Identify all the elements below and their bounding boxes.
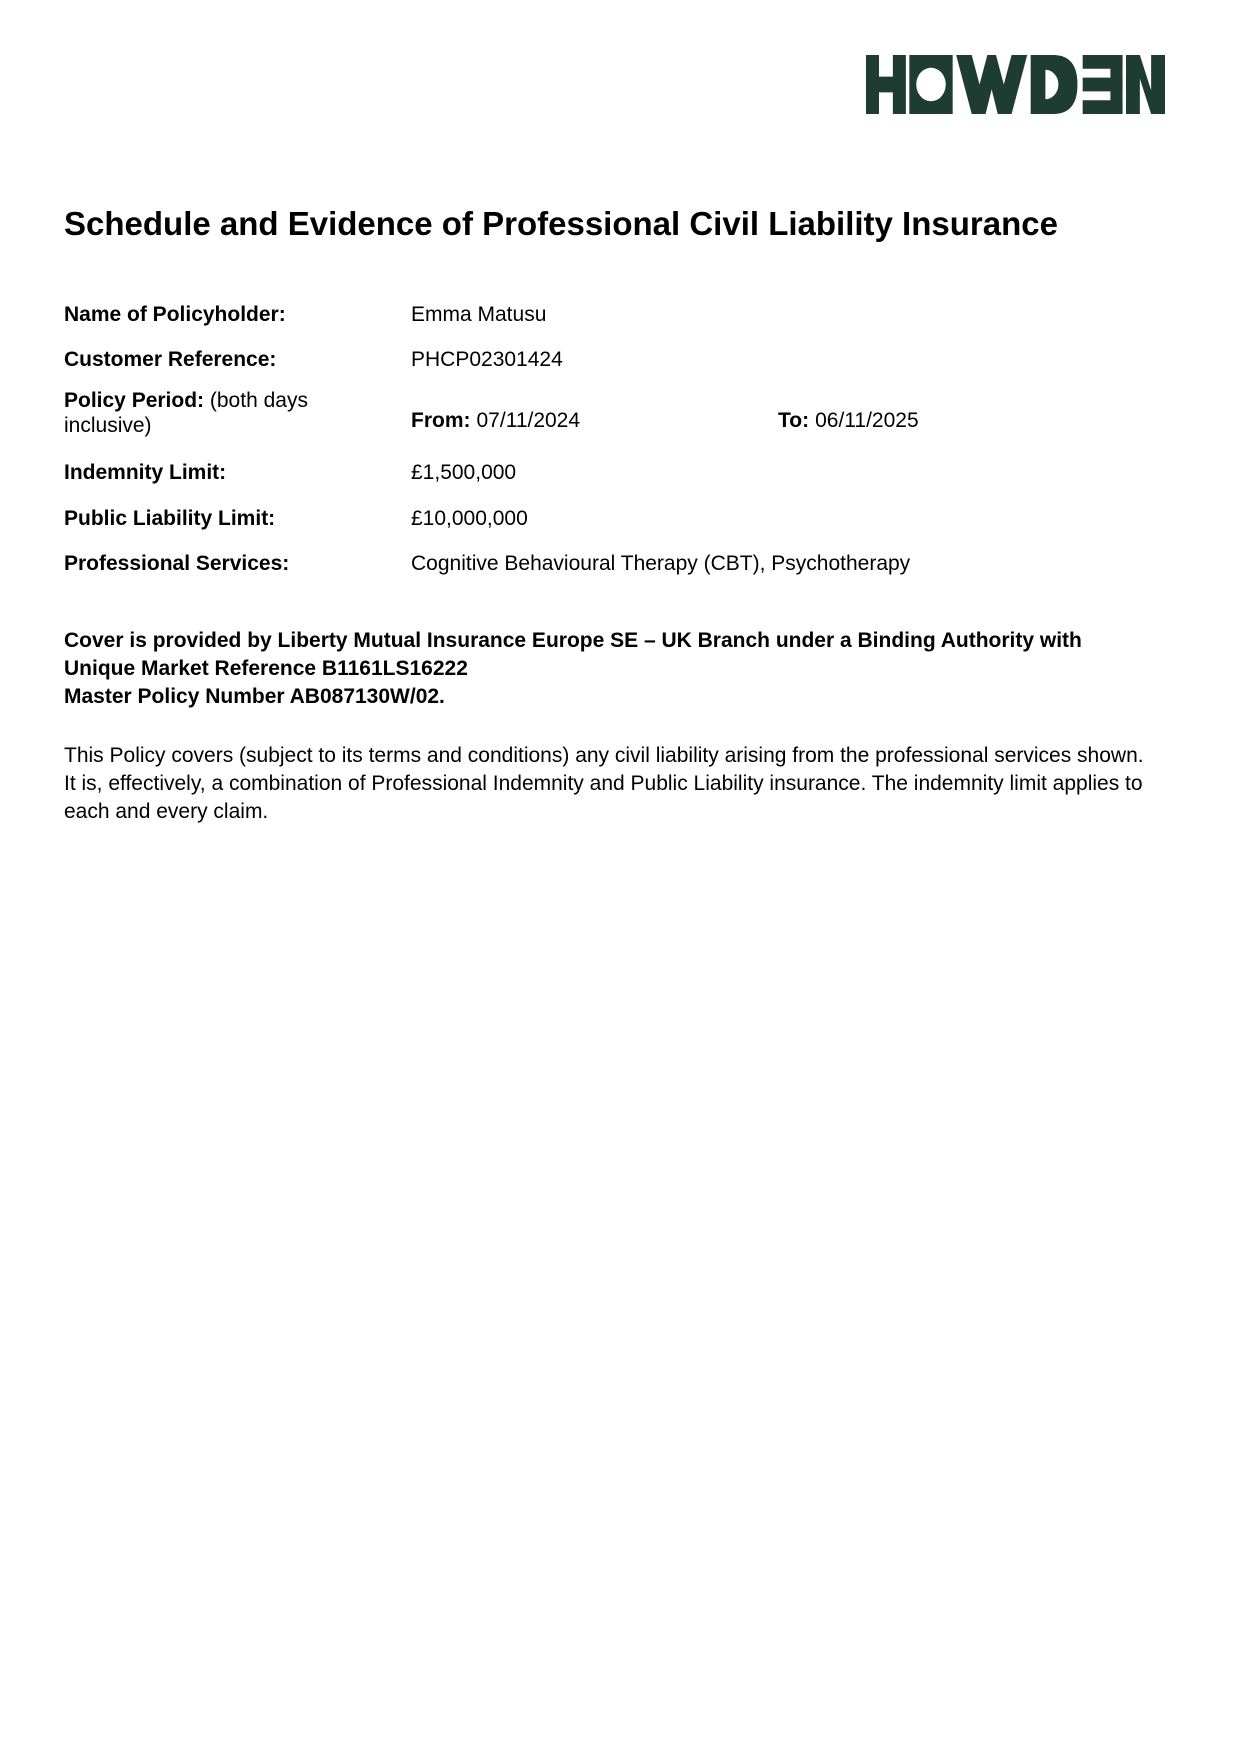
policy-period-to [778,408,919,433]
from-date: 07/11/2024 [476,409,581,432]
indemnity-limit-value: £1,500,000 [411,461,517,484]
howden-logo-mark [866,55,1165,114]
customer-reference-value: PHCP02301424 [411,348,563,371]
policyholder-label: Name of Policyholder: [64,303,286,326]
public-liability-limit-label: Public Liability Limit: [64,507,276,530]
professional-services-value: Cognitive Behavioural Therapy (CBT), Psychotherapy [411,552,911,575]
from-label: From: [411,409,471,432]
policy-description-line: This Policy covers (subject to its terms and conditions) any civil liability arising from the professional services shown. [64,744,1144,767]
cover-statement-line: Cover is provided by Liberty Mutual Insurance Europe SE – UK Branch under a Binding Authority with [64,629,1082,652]
cover-statement-line: Master Policy Number AB087130W/02. [64,685,445,708]
indemnity-limit-label: Indemnity Limit: [64,461,227,484]
customer-reference-label: Customer Reference: [64,348,277,371]
policy-period-label-bold: Policy Period: [64,389,205,412]
page-title: Schedule and Evidence of Professional Civil Liability Insurance [64,205,1058,242]
to-date: 06/11/2025 [815,409,919,432]
howden-logo [866,55,1165,114]
public-liability-limit-value: £10,000,000 [411,507,528,530]
policy-description [64,742,1144,826]
cover-statement-line: Unique Market Reference B1161LS16222 [64,657,468,680]
policy-description-line: each and every claim. [64,800,269,823]
professional-services-label: Professional Services: [64,552,290,575]
policy-period-label-note: (both days inclusive) [64,389,308,437]
policyholder-value: Emma Matusu [411,303,547,326]
to-label: To: [778,409,810,432]
cover-statement [64,627,1082,711]
policy-period-from [411,408,580,433]
policy-period-label [64,388,364,438]
policy-description-line: It is, effectively, a combination of Professional Indemnity and Public Liability insurance. The indemnity limit applies to [64,772,1143,795]
